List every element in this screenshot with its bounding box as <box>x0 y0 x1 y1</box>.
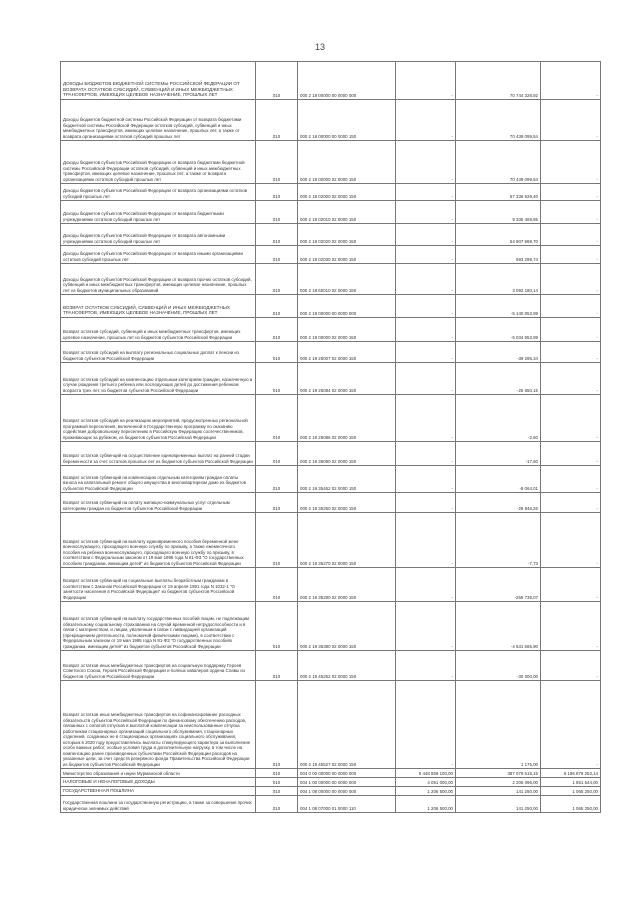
row-approved-plan-cell: - <box>396 318 456 342</box>
table-row <box>61 602 601 651</box>
row-budget-code-cell: 000 2 19 45252 02 0000 150 <box>298 651 396 681</box>
row-unexecuted-cell: - <box>541 466 601 493</box>
row-unexecuted-cell: - <box>541 681 601 769</box>
row-line-code-cell: 010 <box>256 363 298 395</box>
row-unexecuted-cell: 1 065 250,00 <box>541 787 601 796</box>
row-budget-code-cell: 004 0 00 00000 00 0000 000 <box>298 769 396 778</box>
table-row <box>61 184 601 201</box>
row-budget-code-cell: 000 2 19 35462 02 0000 150 <box>298 466 396 493</box>
row-line-code-cell: 010 <box>256 466 298 493</box>
row-name-cell: Доходы бюджетов субъектов Российской Федерации от возврата бюджетами бюджетной системы Российской Федерации остатков субсидий, субвенций и иных межбюджетных трансфертов, имеющих целевое назначение, прошлых лет, а также от возврата организациями остатков субсидий прошлых лет <box>61 141 256 184</box>
row-executed-cell: -17,60 <box>456 442 541 466</box>
table-row <box>61 787 601 796</box>
row-name-cell: Возврат остатков субвенций на осуществление единовременных выплат на ранней стадии беременности за счет остатков прошлых лет из бюджетов субъектов Российской Федерации <box>61 442 256 466</box>
row-executed-cell: -39 295,34 <box>456 342 541 363</box>
row-name-cell: Возврат остатков субвенций на оплату жилищно-коммунальных услуг отдельным категориям граждан из бюджетов субъектов Российской Федерации <box>61 493 256 513</box>
row-line-code-cell: 010 <box>256 769 298 778</box>
table-row <box>61 318 601 342</box>
table-row <box>61 395 601 442</box>
row-line-code-cell: 010 <box>256 100 298 141</box>
row-unexecuted-cell: - <box>541 602 601 651</box>
row-approved-plan-cell: 1 206 500,00 <box>396 796 456 813</box>
table-row <box>61 100 601 141</box>
row-budget-code-cell: 000 2 18 02000 02 0000 150 <box>298 184 396 201</box>
row-approved-plan-cell: - <box>396 395 456 442</box>
row-executed-cell: -5 140 953,99 <box>456 295 541 318</box>
row-executed-cell: -259 739,07 <box>456 568 541 602</box>
row-budget-code-cell: 000 2 19 00000 02 0000 150 <box>298 318 396 342</box>
row-budget-code-cell: 004 1 00 00000 00 0000 000 <box>298 778 396 787</box>
row-budget-code-cell: 000 2 19 35290 02 0000 150 <box>298 568 396 602</box>
row-approved-plan-cell: 4 051 000,00 <box>396 778 456 787</box>
row-approved-plan-cell: - <box>396 363 456 395</box>
row-line-code-cell: 010 <box>256 295 298 318</box>
row-line-code-cell: 010 <box>256 442 298 466</box>
row-line-code-cell: 010 <box>256 602 298 651</box>
row-line-code-cell: 010 <box>256 778 298 787</box>
row-executed-cell: -7,73 <box>456 513 541 568</box>
row-approved-plan-cell: - <box>396 513 456 568</box>
row-unexecuted-cell: - <box>541 513 601 568</box>
row-name-cell: ГОСУДАРСТВЕННАЯ ПОШЛИНА <box>61 787 256 796</box>
row-name-cell: Возврат остатков субсидий на компенсацию отдельным категориям граждан, назначенную в случае рождения третьего ребенка или последующих детей до достижения ребенком возраста трех лет, из бюджетов субъектов Российской Федерации <box>61 363 256 395</box>
row-budget-code-cell: 000 2 18 02020 02 0000 150 <box>298 224 396 246</box>
row-line-code-cell: 010 <box>256 787 298 796</box>
row-budget-code-cell: 000 2 18 00000 00 0000 150 <box>298 100 396 141</box>
row-budget-code-cell: 000 2 18 00000 02 0000 150 <box>298 141 396 184</box>
row-unexecuted-cell: - <box>541 295 601 318</box>
row-name-cell: ВОЗВРАТ ОСТАТКОВ СУБСИДИЙ, СУБВЕНЦИЙ И ИНЫХ МЕЖБЮДЖЕТНЫХ ТРАНСФЕРТОВ, ИМЕЮЩИХ ЦЕЛЕВОЕ НАЗНАЧЕНИЕ, ПРОШЛЫХ ЛЕТ <box>61 295 256 318</box>
row-executed-cell: 70 744 328,92 <box>456 62 541 100</box>
row-unexecuted-cell: 1 851 544,00 <box>541 778 601 787</box>
row-approved-plan-cell: - <box>396 681 456 769</box>
table-row <box>61 342 601 363</box>
row-name-cell: Доходы бюджетов субъектов Российской Федерации от возврата организациями остатков субсидий прошлых лет <box>61 184 256 201</box>
row-unexecuted-cell: - <box>541 141 601 184</box>
table-row <box>61 466 601 493</box>
row-unexecuted-cell: - <box>541 201 601 224</box>
row-budget-code-cell: 000 2 19 45527 02 0000 150 <box>298 681 396 769</box>
table-row <box>61 651 601 681</box>
table-row <box>61 769 601 778</box>
row-line-code-cell: 010 <box>256 493 298 513</box>
table-row <box>61 681 601 769</box>
table-row <box>61 796 601 813</box>
row-approved-plan-cell: - <box>396 493 456 513</box>
row-approved-plan-cell: - <box>396 602 456 651</box>
row-budget-code-cell: 000 2 19 35090 02 0000 150 <box>298 442 396 466</box>
row-executed-cell: -2,60 <box>456 395 541 442</box>
table-row <box>61 246 601 264</box>
row-line-code-cell: 010 <box>256 246 298 264</box>
row-name-cell: Государственная пошлина за государственную регистрацию, а также за совершение прочих юридически значимых действий <box>61 796 256 813</box>
row-unexecuted-cell: - <box>541 100 601 141</box>
row-executed-cell: 9 335 469,85 <box>456 201 541 224</box>
row-name-cell: Доходы бюджетов субъектов Российской Федерации от возврата бюджетными учреждениями остатков субсидий прошлых лет <box>61 201 256 224</box>
row-line-code-cell: 010 <box>256 796 298 813</box>
row-name-cell: Возврат остатков субвенций на социальные выплаты безработным гражданам в соответствии с Законом Российской Федерации от 19 апреля 1991 года N 1032-1 "О занятости населения в Российской Федерации" из бюджетов субъектов Российской Федерации <box>61 568 256 602</box>
row-line-code-cell: 010 <box>256 201 298 224</box>
row-name-cell: ДОХОДЫ БЮДЖЕТОВ БЮДЖЕТНОЙ СИСТЕМЫ РОССИЙСКОЙ ФЕДЕРАЦИИ ОТ ВОЗВРАТА ОСТАТКОВ СУБСИДИЙ, СУБВЕНЦИЙ И ИНЫХ МЕЖБЮДЖЕТНЫХ ТРАНСФЕРТОВ, ИМЕЮЩИХ ЦЕЛЕВОЕ НАЗНАЧЕНИЕ, ПРОШЛЫХ ЛЕТ <box>61 62 256 100</box>
row-line-code-cell: 010 <box>256 264 298 295</box>
row-line-code-cell: 010 <box>256 513 298 568</box>
row-name-cell: Возврат остатков субвенций на компенсацию отдельным категориям граждан оплаты взноса на капитальный ремонт общего имущества в многоквартирном доме из бюджетов субъектов Российской Федерации <box>61 466 256 493</box>
row-line-code-cell: 010 <box>256 62 298 100</box>
row-budget-code-cell: 000 2 19 25084 02 0000 150 <box>298 363 396 395</box>
table-row <box>61 513 601 568</box>
row-approved-plan-cell: - <box>396 264 456 295</box>
row-executed-cell: -4 631 565,90 <box>456 602 541 651</box>
row-unexecuted-cell: - <box>541 442 601 466</box>
row-line-code-cell: 010 <box>256 184 298 201</box>
row-name-cell: НАЛОГОВЫЕ И НЕНАЛОГОВЫЕ ДОХОДЫ <box>61 778 256 787</box>
row-approved-plan-cell: - <box>396 224 456 246</box>
row-executed-cell: 67 336 929,40 <box>456 184 541 201</box>
table-row <box>61 62 601 100</box>
row-approved-plan-cell: - <box>396 62 456 100</box>
table-row <box>61 224 601 246</box>
row-executed-cell: 141 250,00 <box>456 796 541 813</box>
row-name-cell: Доходы бюджетов бюджетной системы Российской Федерации от возврата бюджетами бюджетной системы Российской Федерации остатков субсидий, субвенций и иных межбюджетных трансфертов, имеющих целевое назначение, прошлых лет, а также от возврата организациями остатков субсидий прошлых лет <box>61 100 256 141</box>
row-approved-plan-cell: - <box>396 295 456 318</box>
table-row <box>61 141 601 184</box>
row-line-code-cell: 010 <box>256 224 298 246</box>
row-name-cell: Возврат остатков субвенций на выплату государственных пособий лицам, не подлежащим обязательному социальному страхованию на случай временной нетрудоспособности и в связи с материнством, и лицам, уволенным в связи с ликвидацией организаций (прекращением деятельности, полномочий физическими лицами), в соответствии с Федеральным законом от 19 мая 1995 года N 81-ФЗ "О государственных пособиях гражданам, имеющим детей" из бюджетов субъектов Российской Федерации <box>61 602 256 651</box>
row-executed-cell: 3 092 180,14 <box>456 264 541 295</box>
row-budget-code-cell: 000 2 19 25086 02 0000 150 <box>298 395 396 442</box>
table-row <box>61 264 601 295</box>
row-executed-cell: -5 034 953,99 <box>456 318 541 342</box>
row-approved-plan-cell: 1 206 500,00 <box>396 787 456 796</box>
budget-revenue-table <box>60 61 601 813</box>
row-unexecuted-cell: - <box>541 395 601 442</box>
row-line-code-cell: 010 <box>256 395 298 442</box>
row-line-code-cell: 010 <box>256 681 298 769</box>
row-executed-cell: 141 250,00 <box>456 787 541 796</box>
row-line-code-cell: 010 <box>256 318 298 342</box>
table-row <box>61 201 601 224</box>
row-name-cell: Возврат остатков субсидий, субвенций и иных межбюджетных трансфертов, имеющих целевое назначение, прошлых лет из бюджетов субъектов Российской Федерации <box>61 318 256 342</box>
table-row <box>61 363 601 395</box>
row-budget-code-cell: 000 2 19 00000 00 0000 000 <box>298 295 396 318</box>
row-unexecuted-cell: - <box>541 568 601 602</box>
row-approved-plan-cell: 5 448 858 100,00 <box>396 769 456 778</box>
row-budget-code-cell: 000 2 18 02030 02 0000 150 <box>298 246 396 264</box>
row-line-code-cell: 010 <box>256 141 298 184</box>
row-executed-cell: 70 439 099,54 <box>456 141 541 184</box>
row-name-cell: Доходы бюджетов субъектов Российской Федерации от возврата автономными учреждениями остатков субсидий прошлых лет <box>61 224 256 246</box>
row-name-cell: Возврат остатков субвенций на выплату единовременного пособия беременной жене военнослужащего, проходящего военную службу по призыву, а также ежемесячного пособия на ребенка военнослужащего, проходящего военную службу по призыву, в соответствии с Федеральным законом от 19 мая 1995 года N 81-ФЗ "О государственных пособиях гражданам, имеющим детей" из бюджетов субъектов Российской Федерации <box>61 513 256 568</box>
table-row <box>61 295 601 318</box>
row-name-cell: Возврат остатков субсидий на выплату региональных социальных доплат к пенсии из бюджетов субъектов Российской Федерации <box>61 342 256 363</box>
table-row <box>61 442 601 466</box>
row-executed-cell: -29 846,26 <box>456 493 541 513</box>
row-executed-cell: -25 650,15 <box>456 363 541 395</box>
row-name-cell: Возврат остатков иных межбюджетных трансфертов на софинансирование расходных обязательств субъектов Российской Федерации по финансовому обеспечению расходов, связанных с оплатой отпусков и выплатой компенсации за неиспользованные отпуска работникам стационарных организаций социального обслуживания, стационарных отделений, созданных не в стационарных организациях социального обслуживания, которым в 2020 году предоставлялись выплаты стимулирующего характера за выполнение особо важных работ, особые условия труда и дополнительную нагрузку, в том числе на компенсацию ранее произведенных субъектами Российской Федерации расходов на указанные цели, за счет средств резервного фонда Правительства Российской Федерации из бюджетов субъектов Российской Федерации <box>61 681 256 769</box>
row-approved-plan-cell: - <box>396 246 456 264</box>
row-line-code-cell: 010 <box>256 342 298 363</box>
row-budget-code-cell: 004 1 08 00000 00 0000 000 <box>298 787 396 796</box>
row-executed-cell: 1 175,00 <box>456 681 541 769</box>
row-executed-cell: 2 206 096,00 <box>456 778 541 787</box>
row-unexecuted-cell: - <box>541 184 601 201</box>
table-row <box>61 493 601 513</box>
row-approved-plan-cell: - <box>396 100 456 141</box>
row-approved-plan-cell: - <box>396 184 456 201</box>
row-unexecuted-cell: - <box>541 224 601 246</box>
row-unexecuted-cell: - <box>541 342 601 363</box>
row-approved-plan-cell: - <box>396 342 456 363</box>
row-unexecuted-cell: - <box>541 651 601 681</box>
row-name-cell: Министерство образования и науки Мурманской области <box>61 769 256 778</box>
page-number: 13 <box>314 42 325 52</box>
row-budget-code-cell: 000 2 19 35250 02 0000 150 <box>298 493 396 513</box>
row-executed-cell: 387 079 515,15 <box>456 769 541 778</box>
row-budget-code-cell: 000 2 19 35270 02 0000 150 <box>298 513 396 568</box>
row-name-cell: Возврат остатков субсидий на реализацию мероприятий, предусмотренных региональной программой переселения, включенной в Государственную программу по оказанию содействия добровольному переселению в Российскую Федерацию соотечественников, проживающих за рубежом, из бюджетов субъектов Российской Федерации <box>61 395 256 442</box>
row-unexecuted-cell: 5 196 879 253,14 <box>541 769 601 778</box>
row-budget-code-cell: 000 2 18 00000 00 0000 000 <box>298 62 396 100</box>
row-unexecuted-cell: - <box>541 62 601 100</box>
row-name-cell: Доходы бюджетов субъектов Российской Федерации от возврата прочих остатков субсидий, субвенций и иных межбюджетных трансфертов, имеющих целевое назначение, прошлых лет из бюджетов муниципальных образований <box>61 264 256 295</box>
row-approved-plan-cell: - <box>396 141 456 184</box>
row-executed-cell: -8 064,01 <box>456 466 541 493</box>
row-line-code-cell: 010 <box>256 651 298 681</box>
row-unexecuted-cell: - <box>541 363 601 395</box>
row-approved-plan-cell: - <box>396 651 456 681</box>
table-row <box>61 778 601 787</box>
row-executed-cell: 70 439 099,54 <box>456 100 541 141</box>
row-executed-cell: -30 000,00 <box>456 651 541 681</box>
row-executed-cell: 593 299,74 <box>456 246 541 264</box>
row-budget-code-cell: 000 2 19 25007 02 0000 150 <box>298 342 396 363</box>
row-budget-code-cell: 000 2 18 60010 02 0000 150 <box>298 264 396 295</box>
row-name-cell: Доходы бюджетов субъектов Российской Федерации от возврата иными организациями остатков субсидий прошлых лет <box>61 246 256 264</box>
row-approved-plan-cell: - <box>396 201 456 224</box>
row-budget-code-cell: 004 1 08 07000 01 0000 110 <box>298 796 396 813</box>
row-approved-plan-cell: - <box>396 466 456 493</box>
row-unexecuted-cell: 1 065 250,00 <box>541 796 601 813</box>
row-unexecuted-cell: - <box>541 493 601 513</box>
row-approved-plan-cell: - <box>396 568 456 602</box>
row-executed-cell: 54 907 969,70 <box>456 224 541 246</box>
row-approved-plan-cell: - <box>396 442 456 466</box>
row-budget-code-cell: 000 2 19 35380 02 0000 150 <box>298 602 396 651</box>
row-name-cell: Возврат остатков иных межбюджетных трансфертов на социальную поддержку Героев Советского Союза, Героев Российской Федерации и полных кавалеров ордена Славы из бюджетов субъектов Российской Федерации <box>61 651 256 681</box>
row-unexecuted-cell: - <box>541 264 601 295</box>
table-row <box>61 568 601 602</box>
row-budget-code-cell: 000 2 18 02010 02 0000 150 <box>298 201 396 224</box>
row-line-code-cell: 010 <box>256 568 298 602</box>
row-unexecuted-cell: - <box>541 246 601 264</box>
row-unexecuted-cell: - <box>541 318 601 342</box>
